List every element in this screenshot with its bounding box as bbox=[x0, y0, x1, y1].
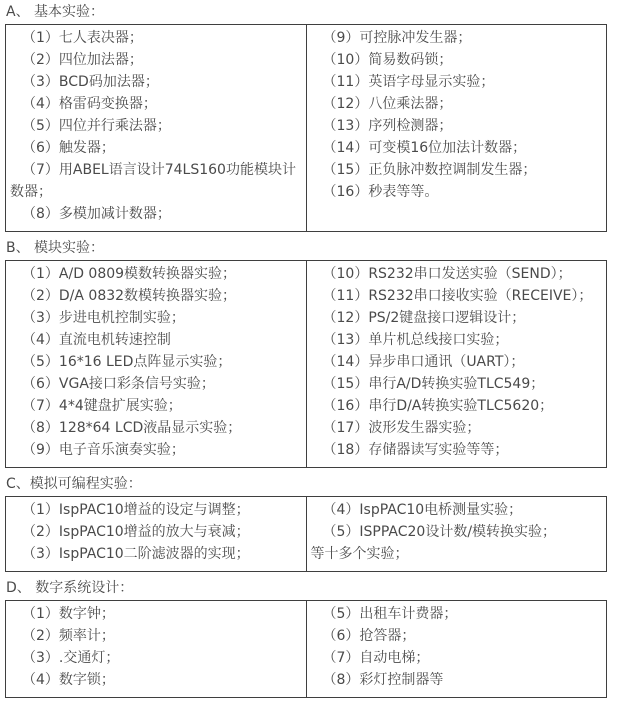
section-a-table bbox=[5, 24, 607, 232]
experiment-item: （3）.交通灯； bbox=[22, 650, 120, 666]
section-b-right-column bbox=[306, 261, 607, 468]
experiment-item: （10）简易数码锁； bbox=[322, 52, 453, 68]
experiment-item: （11）英语字母显示实验； bbox=[322, 74, 495, 90]
experiment-item: （17）波形发生器实验； bbox=[322, 420, 481, 436]
experiment-item: （7）4*4键盘扩展实验； bbox=[22, 398, 182, 414]
experiment-item: （9）电子音乐演奏实验； bbox=[22, 442, 185, 458]
section-a-header: A、 基本实验： bbox=[6, 4, 105, 20]
section-d-header: D、 数字系统设计： bbox=[6, 580, 134, 596]
table-row bbox=[6, 497, 607, 572]
experiment-item: （11）RS232串口接收实验（RECEIVE）； bbox=[322, 288, 593, 304]
section-c-table bbox=[5, 496, 607, 572]
section-d-digital-system-design bbox=[5, 580, 612, 698]
experiment-item: （18）存储器读写实验等等； bbox=[322, 442, 509, 458]
experiment-item: （7）自动电梯； bbox=[322, 650, 430, 666]
section-b-left-column bbox=[6, 261, 307, 468]
experiment-item: （4）直流电机转速控制 bbox=[22, 332, 171, 348]
experiment-item: （8）彩灯控制器等 bbox=[322, 672, 444, 688]
experiment-item: （14）可变模16位加法计数器； bbox=[322, 140, 527, 156]
section-c-right-column bbox=[306, 497, 607, 572]
experiment-item: （3）BCD码加法器； bbox=[22, 74, 159, 90]
experiment-item: （13）序列检测器； bbox=[322, 118, 453, 134]
experiment-item: （4）IspPAC10电桥测量实验； bbox=[322, 502, 523, 518]
table-row bbox=[6, 261, 607, 468]
experiment-item: （5）16*16 LED点阵显示实验； bbox=[22, 354, 232, 370]
experiment-item: （6）抢答器； bbox=[322, 628, 416, 644]
experiment-item: （12）八位乘法器； bbox=[322, 96, 453, 112]
section-a-right-column bbox=[306, 25, 607, 232]
experiment-item: （5）ISPPAC20设计数/模转换实验； bbox=[322, 524, 557, 540]
section-d-table bbox=[5, 600, 607, 698]
experiment-item: （15）正负脉冲数控调制发生器； bbox=[322, 162, 537, 178]
table-row bbox=[6, 601, 607, 698]
experiment-item: （12）PS/2键盘接口逻辑设计； bbox=[322, 310, 526, 326]
experiment-item: （2）D/A 0832数模转换器实验； bbox=[22, 288, 237, 304]
experiment-item: （2）IspPAC10增益的放大与衰减； bbox=[22, 524, 250, 540]
experiment-item: （2）频率计； bbox=[22, 628, 115, 644]
experiment-item-continuation: 等十多个实验； bbox=[310, 546, 409, 562]
section-a-left-column bbox=[6, 25, 307, 232]
experiment-item: （2）四位加法器； bbox=[22, 52, 143, 68]
experiment-item: （9）可控脉冲发生器； bbox=[322, 30, 472, 46]
experiment-item: （16）秒表等等。 bbox=[322, 184, 439, 200]
experiment-item: （8）128*64 LCD液晶显示实验； bbox=[22, 420, 242, 436]
experiment-item: （1）数字钟； bbox=[22, 606, 115, 622]
experiment-item: （16）串行D/A转换实验TLC5620； bbox=[322, 398, 554, 414]
experiment-item: （4）格雷码变换器； bbox=[22, 96, 157, 112]
experiment-item: （5）出租车计费器； bbox=[322, 606, 458, 622]
experiment-item: （10）RS232串口发送实验（SEND）； bbox=[322, 266, 572, 282]
experiment-item: （14）异步串口通讯（UART）； bbox=[322, 354, 525, 370]
experiment-item: （15）串行A/D转换实验TLC549； bbox=[322, 376, 545, 392]
section-b-header: B、 模块实验： bbox=[6, 240, 105, 256]
experiment-item: （6）VGA接口彩条信号实验； bbox=[22, 376, 215, 392]
experiment-item: （7）用ABEL语言设计74LS160功能模块计数器； bbox=[10, 162, 296, 200]
section-d-right-column bbox=[306, 601, 607, 698]
experiment-item: （6）触发器； bbox=[22, 140, 115, 156]
section-b-table bbox=[5, 260, 607, 468]
experiment-item: （1）七人表决器； bbox=[22, 30, 143, 46]
experiment-item: （4）数字锁； bbox=[22, 672, 115, 688]
experiment-item: （13）单片机总线接口实验； bbox=[322, 332, 509, 348]
experiment-item: （3）IspPAC10二阶滤波器的实现； bbox=[22, 546, 250, 562]
experiment-item: （1）IspPAC10增益的设定与调整； bbox=[22, 502, 250, 518]
experiment-item: （3）步进电机控制实验； bbox=[22, 310, 185, 326]
table-row bbox=[6, 25, 607, 232]
section-d-left-column bbox=[6, 601, 307, 698]
section-b-module-experiments bbox=[5, 240, 612, 468]
experiment-item: （8）多模加减计数器； bbox=[22, 206, 171, 222]
section-c-header: C、模拟可编程实验： bbox=[6, 476, 142, 492]
experiment-item: （1）A/D 0809模数转换器实验； bbox=[22, 266, 237, 282]
section-c-analog-programmable-experiments bbox=[5, 476, 612, 572]
section-a-basic-experiments bbox=[5, 4, 612, 232]
section-c-left-column bbox=[6, 497, 307, 572]
experiment-item: （5）四位并行乘法器； bbox=[22, 118, 171, 134]
